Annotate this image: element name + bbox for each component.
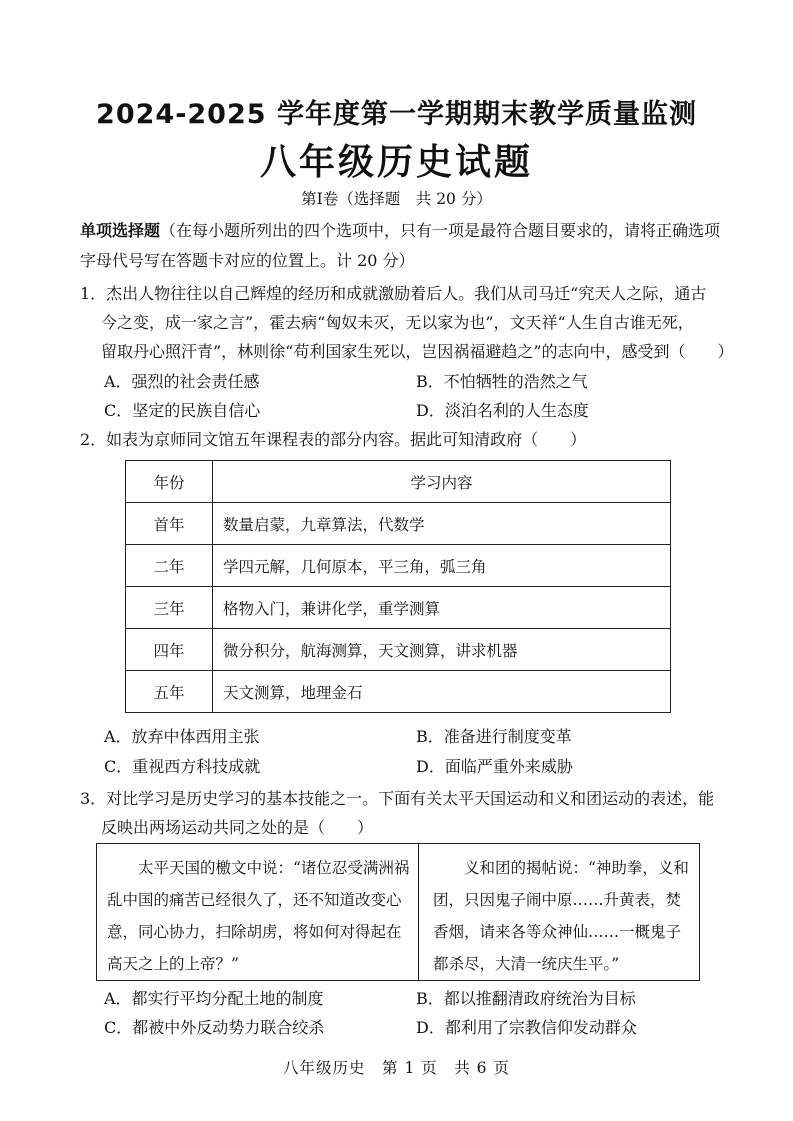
table-cell-content: 格物入门，兼讲化学，重学测算 — [213, 587, 671, 629]
table-header-content: 学习内容 — [213, 461, 671, 503]
table-cell-year: 首年 — [126, 503, 213, 545]
page-footer: 八年级历史 第 1 页 共 6 页 — [283, 1059, 510, 1077]
q1-stem-line-2: 今之变，成一家之言”，霍去病“匈奴未灭，无以家为也”，文天祥“人生自古谁无死， — [101, 313, 694, 332]
table-row — [126, 587, 671, 629]
q1-stem-line-3: 留取丹心照汗青”，林则徐“苟利国家生死以，岂因祸福避趋之”的志向中，感受到（ ） — [101, 342, 734, 361]
quote-line: 都杀尽，大清一统庆生平。” — [433, 955, 620, 973]
exam-title: 2024-2025 学年度第一学期期末教学质量监测 — [96, 99, 697, 130]
exam-subtitle: 八年级历史试题 — [259, 142, 533, 183]
quote-line: 意，同心协力，扫除胡虏，将如何对得起在 — [107, 923, 402, 941]
boxer-quote — [419, 844, 699, 980]
q1-option-c[interactable]: C．坚定的民族自信心 — [104, 401, 261, 420]
instructions-line-2: 字母代号写在答题卡对应的位置上。计 20 分） — [80, 251, 415, 270]
source-quotes-box — [96, 843, 700, 981]
q3-option-b[interactable]: B．都以推翻清政府统治为目标 — [416, 989, 636, 1008]
quote-line: 团，只因鬼子闹中原……升黄表，焚 — [433, 891, 682, 909]
q3-option-a[interactable]: A．都实行平均分配土地的制度 — [104, 989, 324, 1008]
q2-option-c[interactable]: C．重视西方科技成就 — [104, 757, 261, 776]
table-cell-year: 三年 — [126, 587, 213, 629]
instructions-label: 单项选择题 — [80, 221, 161, 240]
q3-option-d[interactable]: D．都利用了宗教信仰发动群众 — [416, 1018, 637, 1037]
q2-stem: 2．如表为京师同文馆五年课程表的部分内容。据此可知清政府（ ） — [80, 430, 587, 449]
quote-line: 太平天国的檄文中说：“诸位忍受满洲祸 — [107, 859, 410, 877]
q1-stem-line-1: 1．杰出人物往往以自己辉煌的经历和成就激励着后人。我们从司马迁“究天人之际，通古 — [80, 284, 707, 303]
taiping-quote — [97, 844, 419, 980]
curriculum-table — [125, 460, 671, 713]
q1-option-b[interactable]: B．不怕牺牲的浩然之气 — [416, 372, 588, 391]
quote-line: 义和团的揭帖说：“神助拳，义和 — [433, 859, 689, 877]
quote-line: 乱中国的痛苦已经很久了，还不知道改变心 — [107, 891, 402, 909]
quote-line: 高天之上的上帝？” — [107, 955, 239, 973]
q2-option-b[interactable]: B．准备进行制度变革 — [416, 727, 572, 746]
table-row — [126, 545, 671, 587]
q2-option-d[interactable]: D．面临严重外来威胁 — [416, 757, 573, 776]
table-row — [126, 671, 671, 713]
table-row — [126, 629, 671, 671]
table-header-row — [126, 461, 671, 503]
instructions-line-1 — [80, 221, 720, 241]
table-cell-year: 二年 — [126, 545, 213, 587]
q3-stem-line-2: 反映出两场运动共同之处的是（ ） — [101, 818, 374, 837]
section-heading: 第Ⅰ卷（选择题 共 20 分） — [301, 190, 492, 208]
q1-option-d[interactable]: D．淡泊名利的人生态度 — [416, 401, 589, 420]
instructions-text-1: （在每小题所列出的四个选项中，只有一项是最符合题目要求的，请将正确选项 — [160, 221, 721, 240]
table-cell-content: 数量启蒙，九章算法，代数学 — [213, 503, 671, 545]
table-row — [126, 503, 671, 545]
quote-line: 香烟，请来各等众神仙……一概鬼子 — [433, 923, 682, 941]
table-header-year: 年份 — [126, 461, 213, 503]
table-cell-year: 五年 — [126, 671, 213, 713]
table-cell-content: 微分积分，航海测算，天文测算，讲求机器 — [213, 629, 671, 671]
q1-option-a[interactable]: A．强烈的社会责任感 — [104, 372, 260, 391]
q2-option-a[interactable]: A．放弃中体西用主张 — [104, 727, 260, 746]
table-cell-content: 天文测算，地理金石 — [213, 671, 671, 713]
table-cell-content: 学四元解，几何原本，平三角，弧三角 — [213, 545, 671, 587]
table-cell-year: 四年 — [126, 629, 213, 671]
q3-stem-line-1: 3．对比学习是历史学习的基本技能之一。下面有关太平天国运动和义和团运动的表述，能 — [80, 789, 715, 808]
q3-option-c[interactable]: C．都被中外反动势力联合绞杀 — [104, 1018, 325, 1037]
